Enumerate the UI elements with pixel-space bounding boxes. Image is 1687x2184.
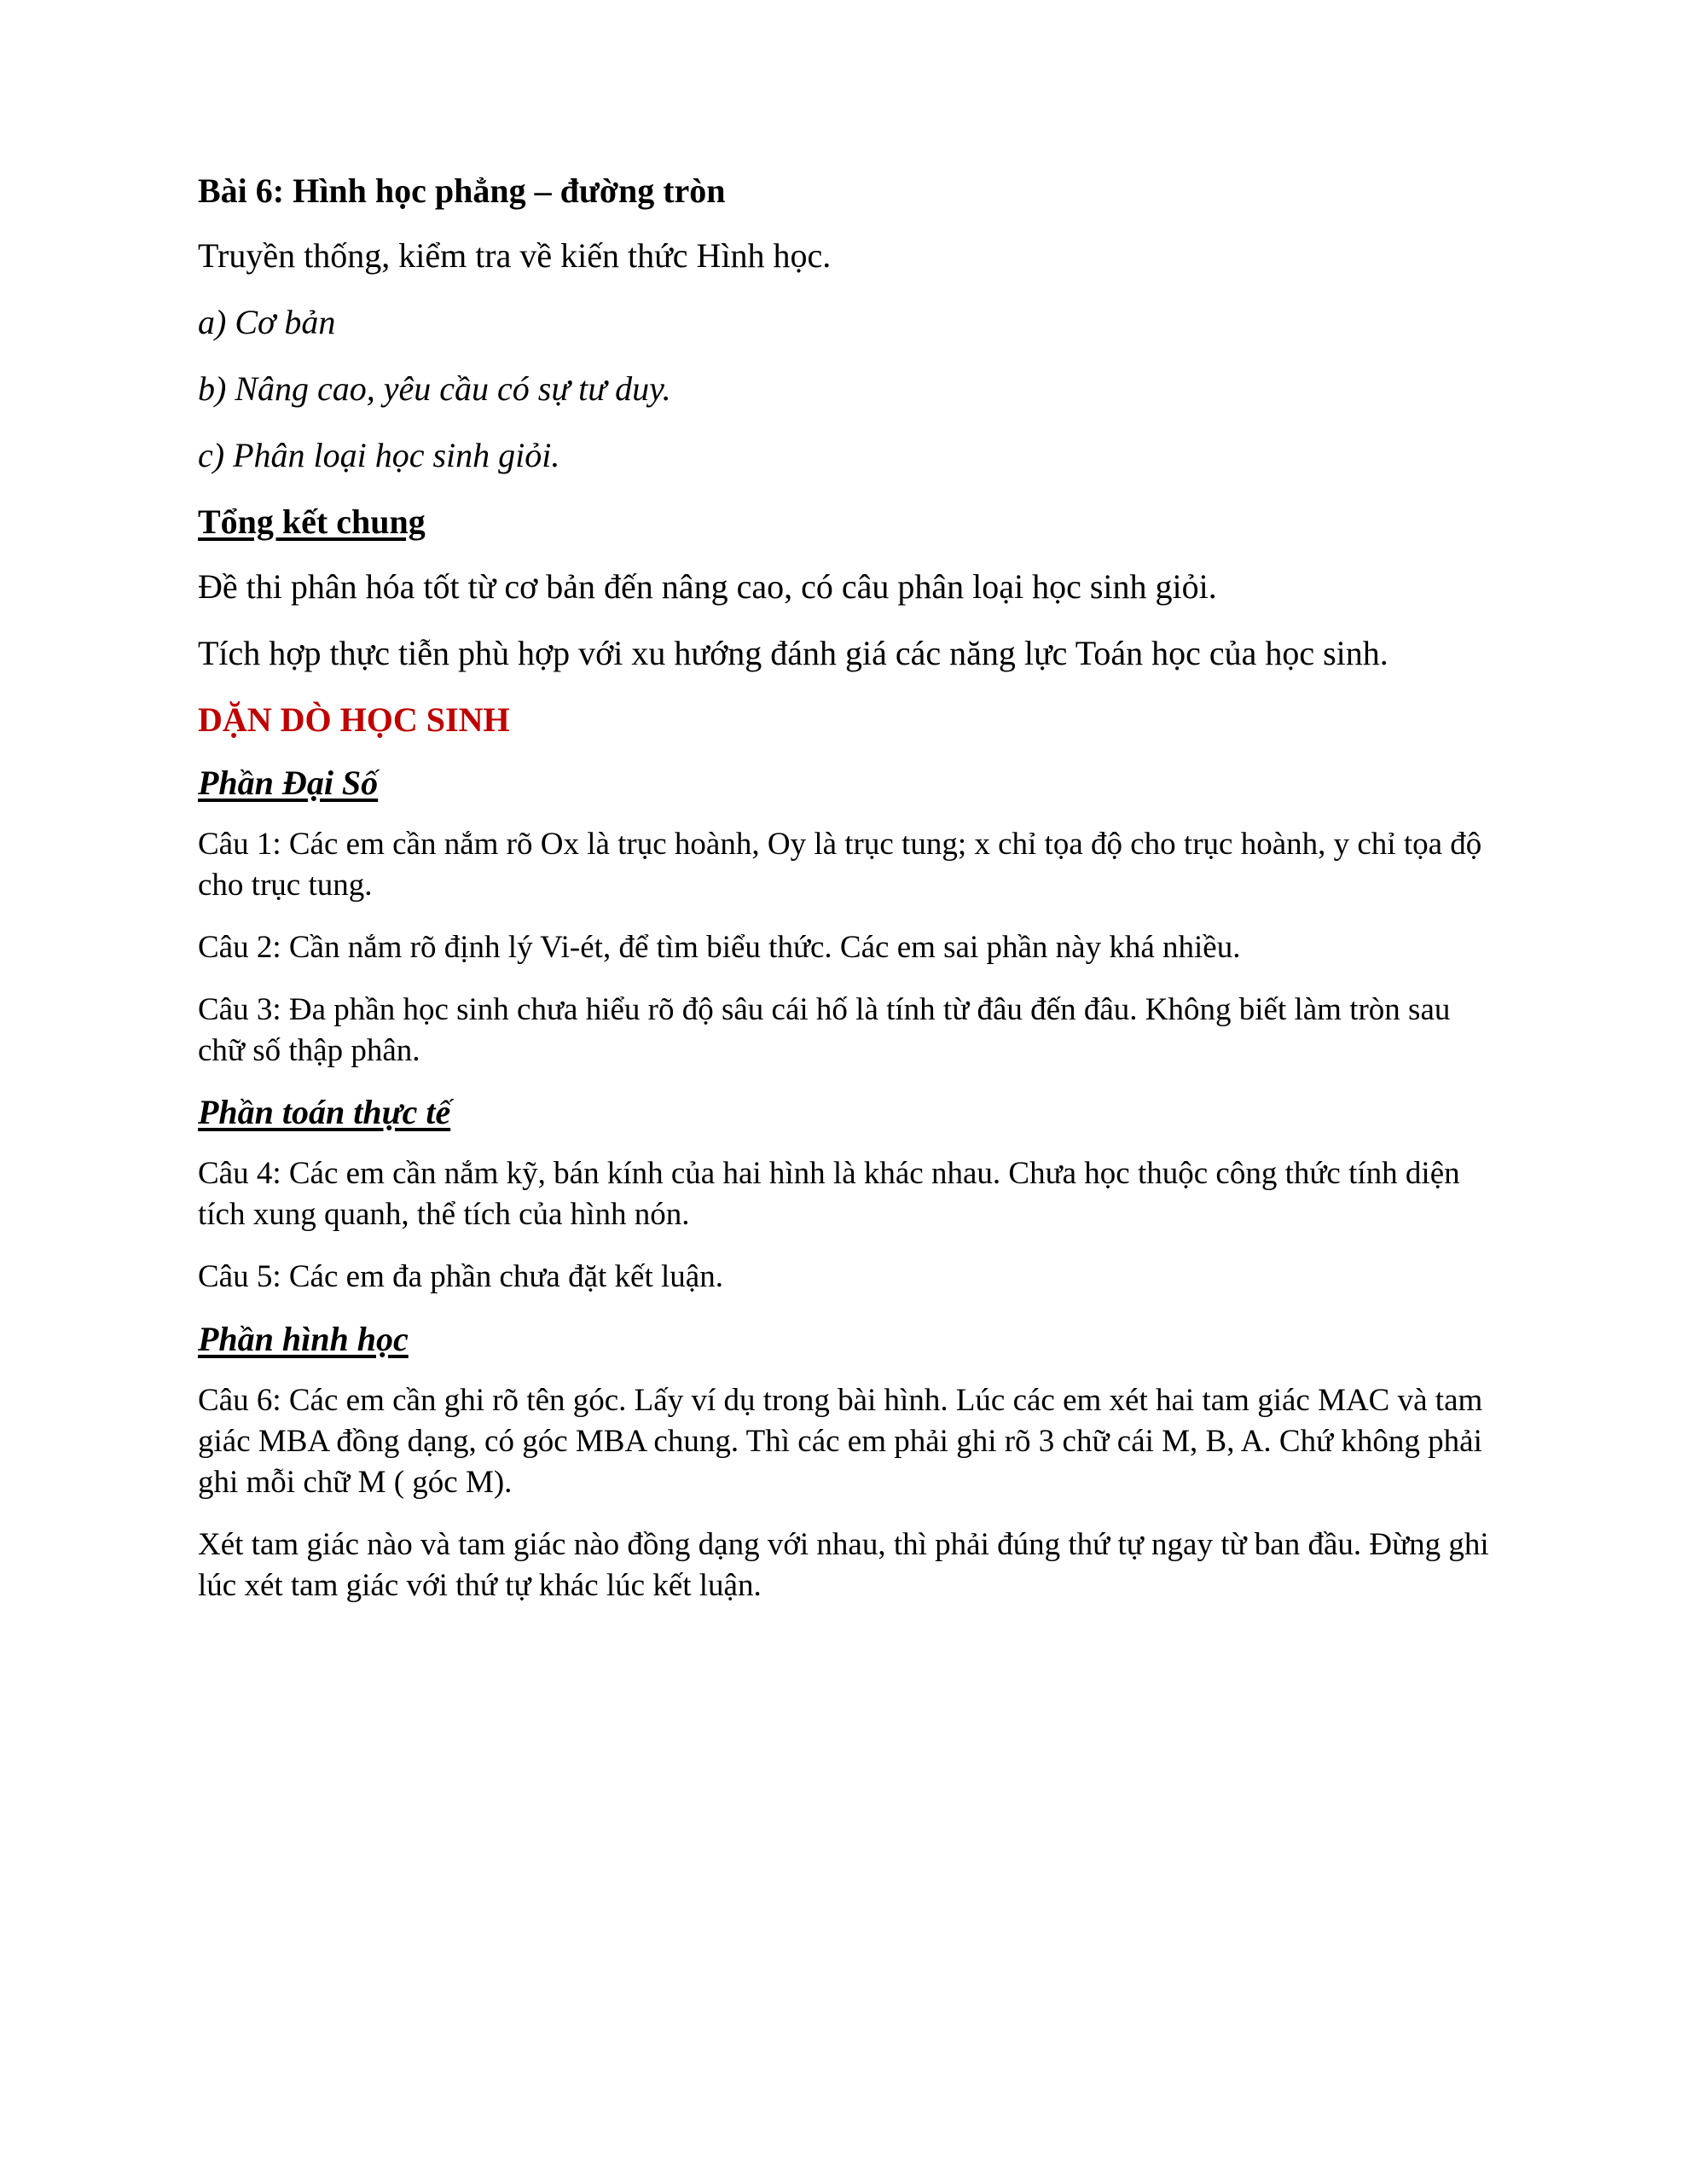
lesson-intro: Truyền thống, kiểm tra về kiến thức Hình học. xyxy=(198,236,832,275)
document-page xyxy=(198,171,1494,1606)
question-1: Câu 1: Các em cần nắm rõ Ox là trục hoành, Oy là trục tung; x chỉ tọa độ cho trục hoành, y chỉ tọa độ cho trục tung. xyxy=(198,827,1482,903)
summary-paragraph-1: Đề thi phân hóa tốt từ cơ bản đến nâng cao, có câu phân loại học sinh giỏi. xyxy=(198,567,1217,606)
geometry-heading: Phần hình học xyxy=(198,1320,409,1358)
lesson-item-c: c) Phân loại học sinh giỏi. xyxy=(198,436,560,474)
algebra-heading: Phần Đại Số xyxy=(198,764,379,802)
lesson-title: Bài 6: Hình học phẳng – đường tròn xyxy=(198,171,726,210)
summary-paragraph-2: Tích hợp thực tiễn phù hợp với xu hướng đánh giá các năng lực Toán học của học sinh. xyxy=(198,634,1388,672)
lesson-item-a: a) Cơ bản xyxy=(198,303,336,341)
question-3: Câu 3: Đa phần học sinh chưa hiểu rõ độ sâu cái hố là tính từ đâu đến đâu. Không biết làm tròn sau chữ số thập phân. xyxy=(198,992,1451,1068)
practical-heading: Phần toán thực tế xyxy=(198,1093,451,1131)
geometry-note: Xét tam giác nào và tam giác nào đồng dạng với nhau, thì phải đúng thứ tự ngay từ ban đầu. Đừng ghi lúc xét tam giác với thứ tự khác lúc kết luận. xyxy=(198,1527,1489,1603)
question-5: Câu 5: Các em đa phần chưa đặt kết luận. xyxy=(198,1259,723,1294)
question-4: Câu 4: Các em cần nắm kỹ, bán kính của hai hình là khác nhau. Chưa học thuộc công thức tính diện tích xung quanh, thể tích của hình nón. xyxy=(198,1156,1460,1232)
advice-heading: DẶN DÒ HỌC SINH xyxy=(198,700,510,739)
summary-heading: Tổng kết chung xyxy=(198,502,426,541)
question-2: Câu 2: Cần nắm rõ định lý Vi-ét, để tìm biểu thức. Các em sai phần này khá nhiều. xyxy=(198,930,1241,965)
question-6: Câu 6: Các em cần ghi rõ tên góc. Lấy ví dụ trong bài hình. Lúc các em xét hai tam giác MAC và tam giác MBA đồng dạng, có góc MBA chung. Thì các em phải ghi rõ 3 chữ cái M, B, A. Chứ không phải ghi mỗi chữ M ( góc M). xyxy=(198,1383,1483,1500)
lesson-item-b: b) Nâng cao, yêu cầu có sự tư duy. xyxy=(198,369,671,408)
